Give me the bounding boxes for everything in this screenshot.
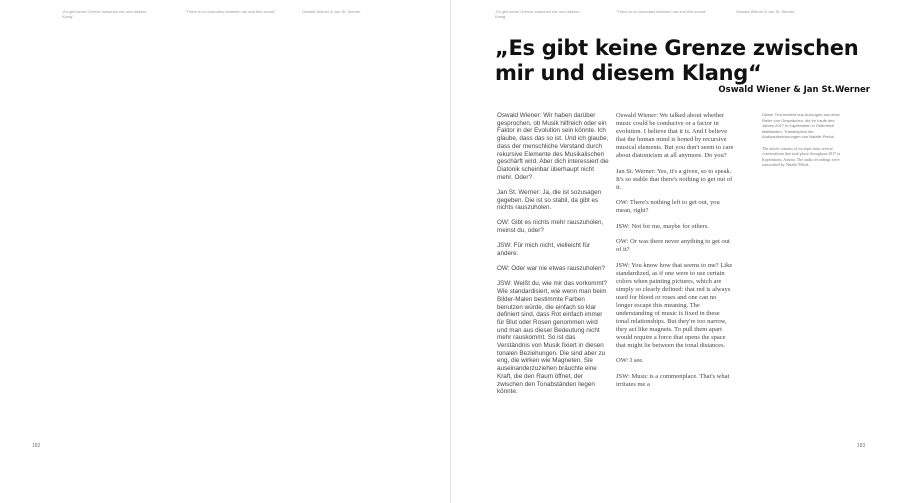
running-header-english: "There is no boundary between me and this sound" [616,9,707,14]
paragraph: JSW: Music is a commonplace. That's what irritates me a [616,372,730,388]
paragraph: OW: Or was there never anything to get out of it? [616,238,730,253]
paragraph: OW: There's nothing left to get out, you mean, right? [616,199,720,214]
paragraph: Oswald Wiener: Wir haben darüber gesprochen, ob Musik hilfreich oder ein Faktor in der Evolution sein könnte. Ich glaube, dass das so ist. Und ich glaube, dass der menschliche Verstand durch rekursive Elemente des Musikalischen geschärft wird. Aber dich interessiert die Diatonik scheinbar überhaupt nicht mehr. Oder? [497,112,609,181]
page-number-left: 182 [32,443,41,449]
title-line-2: mir und diesem Klang“ [495,61,762,85]
german-text-column [497,112,609,404]
article-title [495,36,875,86]
title-line-1: „Es gibt keine Grenze zwischen [495,36,859,60]
running-header-english: "There is no boundary between me and this sound" [185,9,276,14]
paragraph: Oswald Wiener: We talked about whether music could be conducive or a factor in evolution. I believe that it is. And I believe that the human mind is honed by recursive musical elements. But you don't seem to care about diatonicism at all anymore. Do you? [616,112,734,159]
article-authors: Oswald Wiener & Jan St.Werner [718,85,870,95]
paragraph: OW: Oder war nie etwas rauszuholen? [497,265,606,273]
running-header-german: „Es gibt keine Grenze zwischen mir und diesem Klang“ [495,9,580,19]
running-header-german: „Es gibt keine Grenze zwischen mir und diesem Klang“ [62,9,147,19]
paragraph: JSW: Weißt du, wie mir das vorkommt? Wie standardisiert, wie wenn man beim Bilder-Malen bestimmte Farben benutzen würde, die einfach so klar definiert sind, dass Rot einfach immer für Blut oder Rosen genommen wird und man aus dieser Bedeutung nicht mehr rauskommt. So ist das Verständnis von Musik fixiert in diesen tonalen Beziehungen. Die sind aber zu eng, die wirken wie Magneten. Sie auseinanderzuziehen bräuchte eine Kraft, die den Raum öffnet, der zwischen den Tonabständen liegen könnte. [497,280,607,396]
paragraph: OW: I see. [616,357,644,364]
paragraph: Jan St. Werner: Ja, die ist sozusagen gegeben. Die ist so stabil, da gibt es nichts rauszuholen. [497,188,602,212]
source-note-german: Dieser Text besteht aus Auszügen aus einer Reihe von Gesprächen, die im Laufe des Jahres 2017 in Kapfenstein in Österreich stattfanden. Transkription der Audioaufzeichnungen von Natalie Pielok. [762,112,840,139]
paragraph: Jan St. Werner: Yes, it's a given, so to speak. It's so stable that there's nothing to get out of it. [616,167,733,191]
source-note-english: The article consists of excerpts from several conversations that took place throughout 2017 in Kapfenstein, Austria. The audio recordings were transcribed by Natalie Pielok. [762,145,841,167]
running-header-authors: Oswald Wiener & Jan St. Werner [302,9,361,14]
source-note-column [762,112,844,174]
page-number-right: 183 [857,443,866,449]
english-text-column [616,112,734,396]
left-page [0,0,450,503]
running-header-authors: Oswald Wiener & Jan St. Werner [736,9,795,14]
paragraph: JSW: Not for me, maybe for others. [616,222,709,230]
paragraph: JSW: Für mich nicht, vielleicht für andere. [497,242,590,258]
paragraph: OW: Gibt es nichts mehr rauszuholen, meinst du, oder? [497,219,604,235]
paragraph: JSW: You know how that seems to me? Like standardized, as if one were to use certain colors when painting pictures, which are simply so clearly defined: that red is always used for blood or roses and one can no longer escape this meaning. The understanding of music is fixed in these tonal relationships. But they're too narrow, they act like magnets. To pull them apart would require a force that opens the space that might lie between the tonal distances. [616,261,733,349]
